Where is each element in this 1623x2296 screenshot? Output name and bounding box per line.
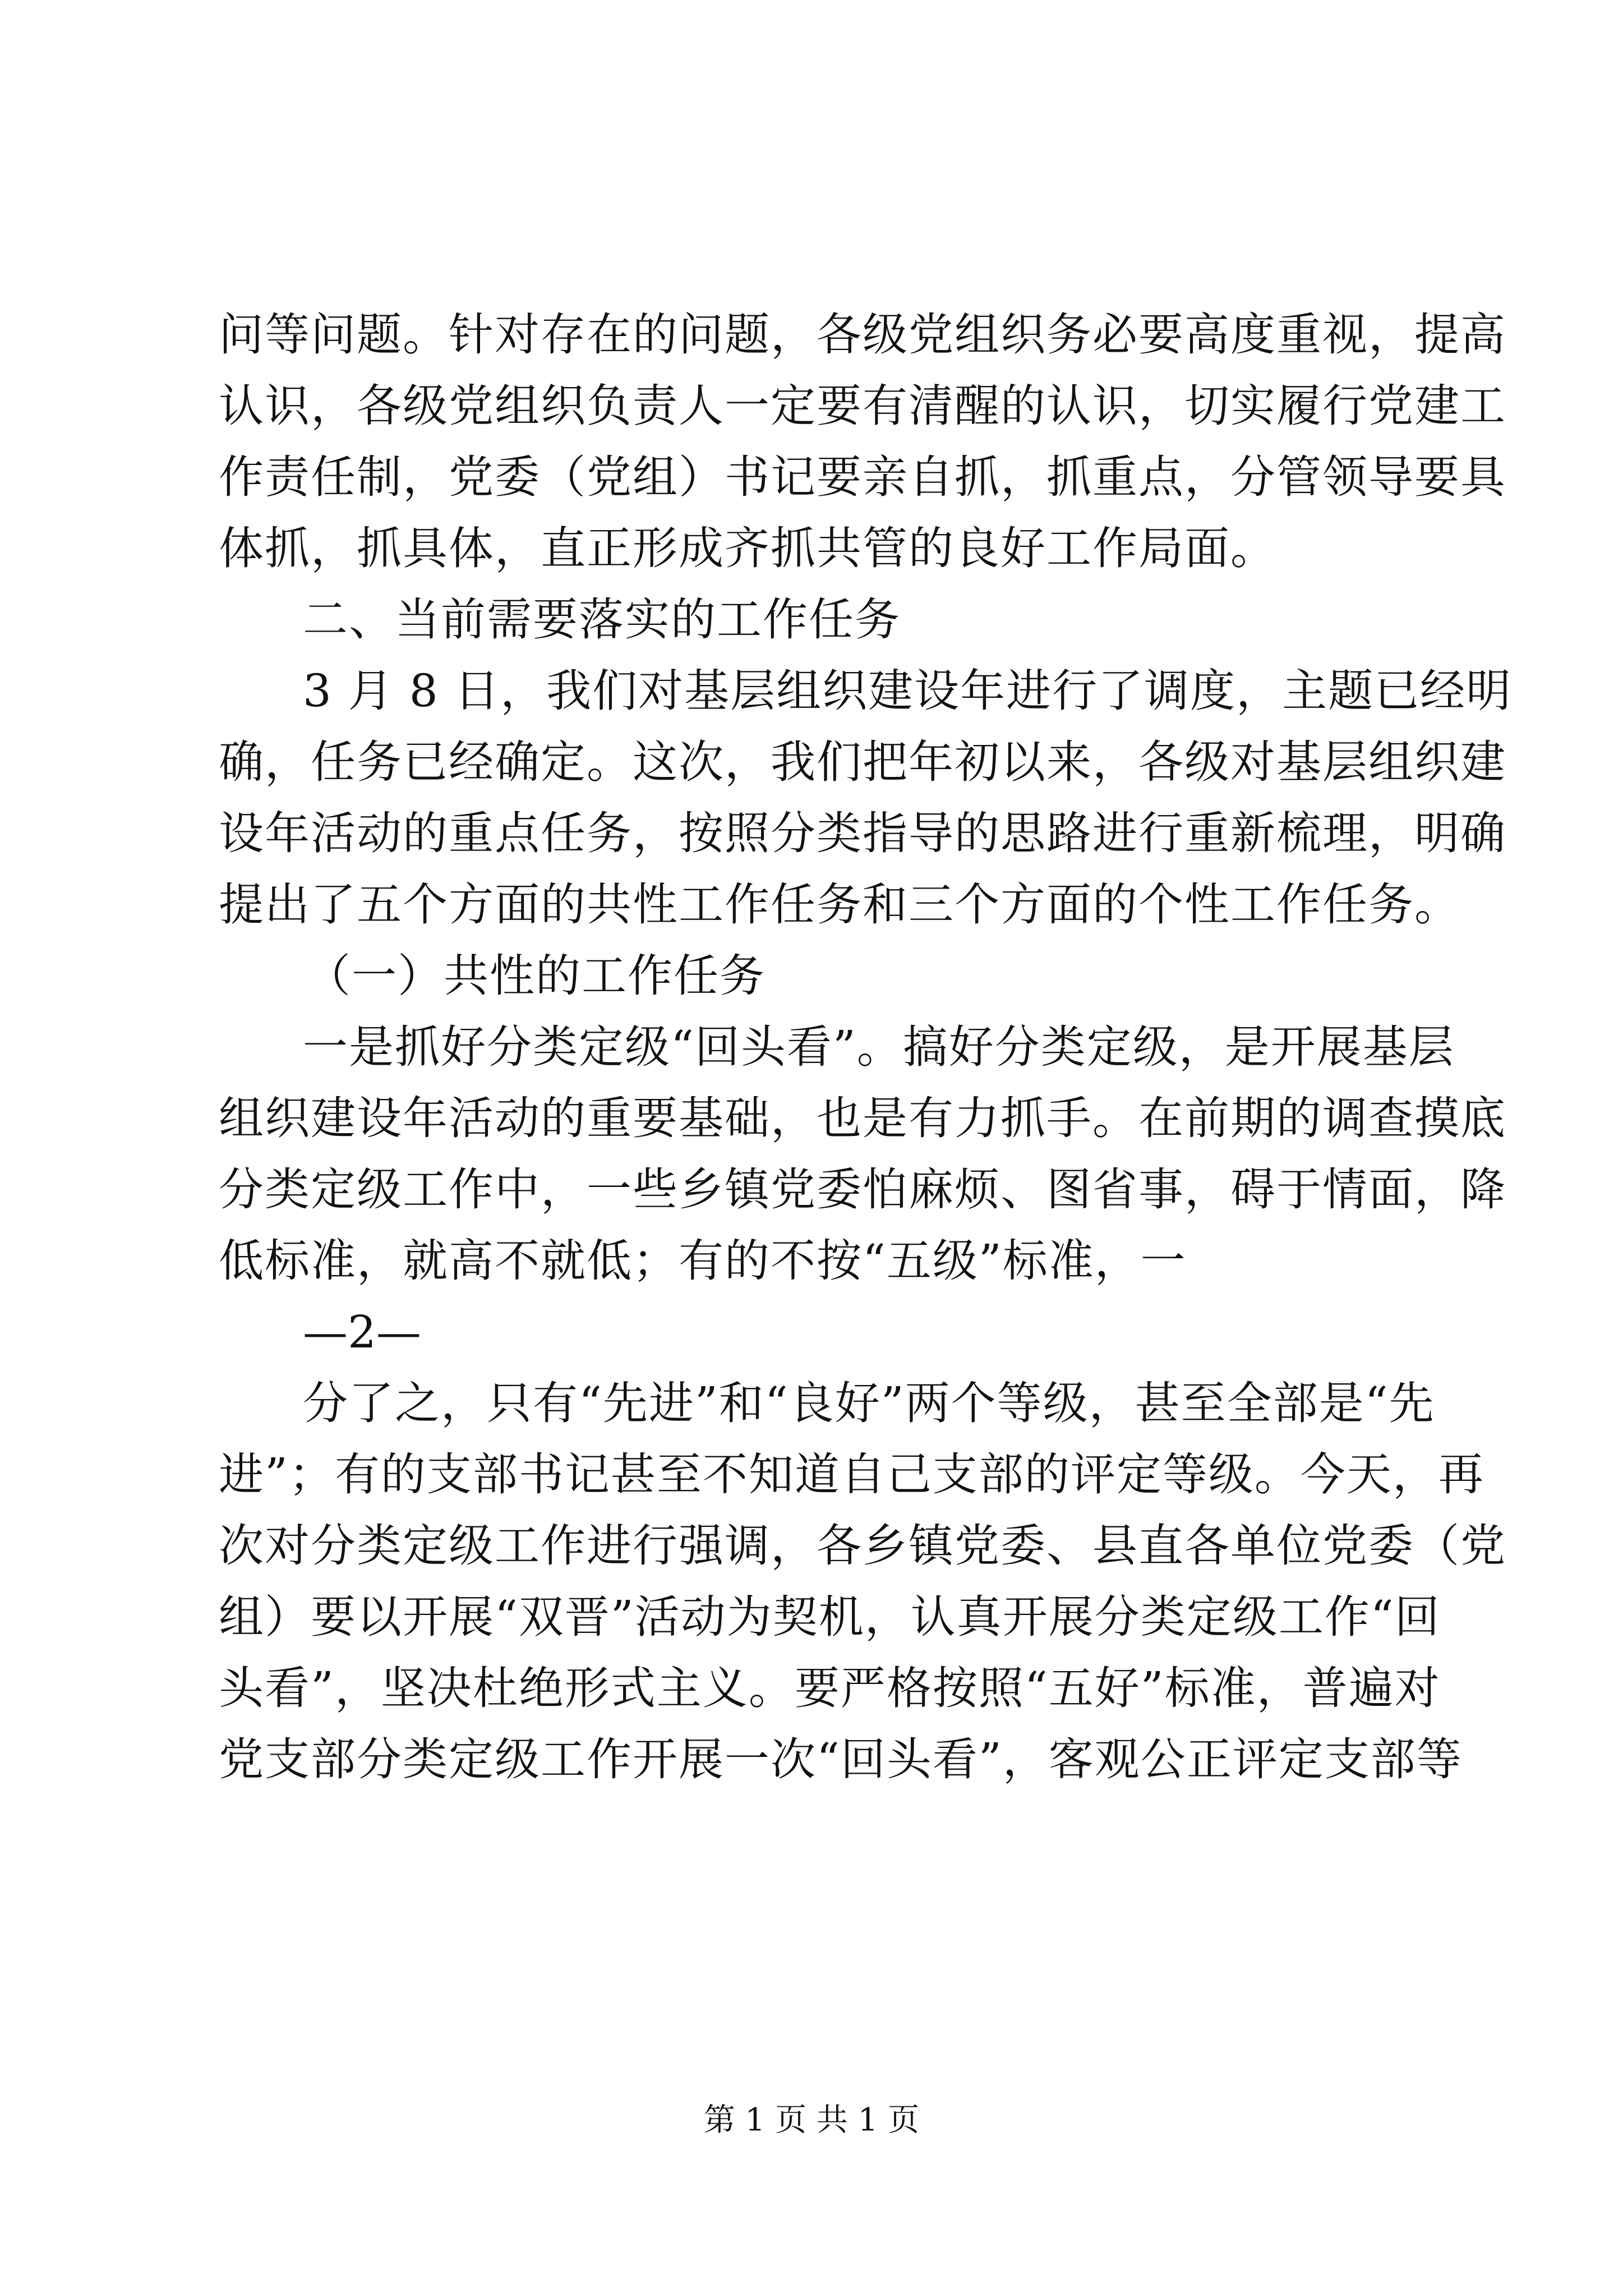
- paragraph-line: 次对分类定级工作进行强调，各乡镇党委、县直各单位党委（党: [219, 1520, 1506, 1572]
- paragraph-line: 组）要以开展“双晋”活动为契机，认真开展分类定级工作“回: [219, 1591, 1441, 1643]
- paragraph-line: 分类定级工作中，一些乡镇党委怕麻烦、图省事，碍于情面，降: [219, 1163, 1506, 1216]
- paragraph-line: 组织建设年活动的重要基础，也是有力抓手。在前期的调查摸底: [219, 1092, 1506, 1144]
- paragraph-line: 设年活动的重点任务，按照分类指导的思路进行重新梳理，明确: [219, 807, 1506, 859]
- paragraph-line: 3 月 8 日，我们对基层组织建设年进行了调度，主题已经明: [303, 665, 1513, 717]
- paragraph-line: 进”；有的支部书记甚至不知道自己支部的评定等级。今天，再: [219, 1448, 1484, 1501]
- paragraph-line: 认识，各级党组织负责人一定要有清醒的认识，切实履行党建工: [219, 380, 1506, 432]
- section-heading: 二、当前需要落实的工作任务: [303, 593, 901, 646]
- paragraph-line: 低标准，就高不就低；有的不按“五级”标准，一: [219, 1235, 1187, 1287]
- paragraph-line: 党支部分类定级工作开展一次“回头看”，客观公正评定支部等: [219, 1733, 1463, 1786]
- paragraph-line: 体抓，抓具体，直正形成齐抓共管的良好工作局面。: [219, 522, 1276, 574]
- paragraph-line: 作责任制，党委（党组）书记要亲自抓，抓重点，分管领导要具: [219, 451, 1506, 503]
- paragraph-line: 问等问题。针对存在的问题，各级党组织务必要高度重视，提高: [219, 309, 1506, 361]
- paragraph-line: 提出了五个方面的共性工作任务和三个方面的个性工作任务。: [219, 878, 1460, 931]
- paragraph-line: 确，任务已经确定。这次，我们把年初以来，各级对基层组织建: [219, 736, 1506, 788]
- paragraph-line: 分了之，只有“先进”和“良好”两个等级，甚至全部是“先: [303, 1377, 1435, 1429]
- page-footer: 第 1 页 共 1 页: [703, 2102, 920, 2138]
- paragraph-line: 一是抓好分类定级“回头看”。搞好分类定级，是开展基层: [303, 1021, 1455, 1073]
- paragraph-line: 头看”，坚决杜绝形式主义。要严格按照“五好”标准，普遍对: [219, 1662, 1441, 1714]
- subsection-heading: （一）共性的工作任务: [306, 950, 766, 1002]
- inline-page-number: —2—: [303, 1306, 421, 1358]
